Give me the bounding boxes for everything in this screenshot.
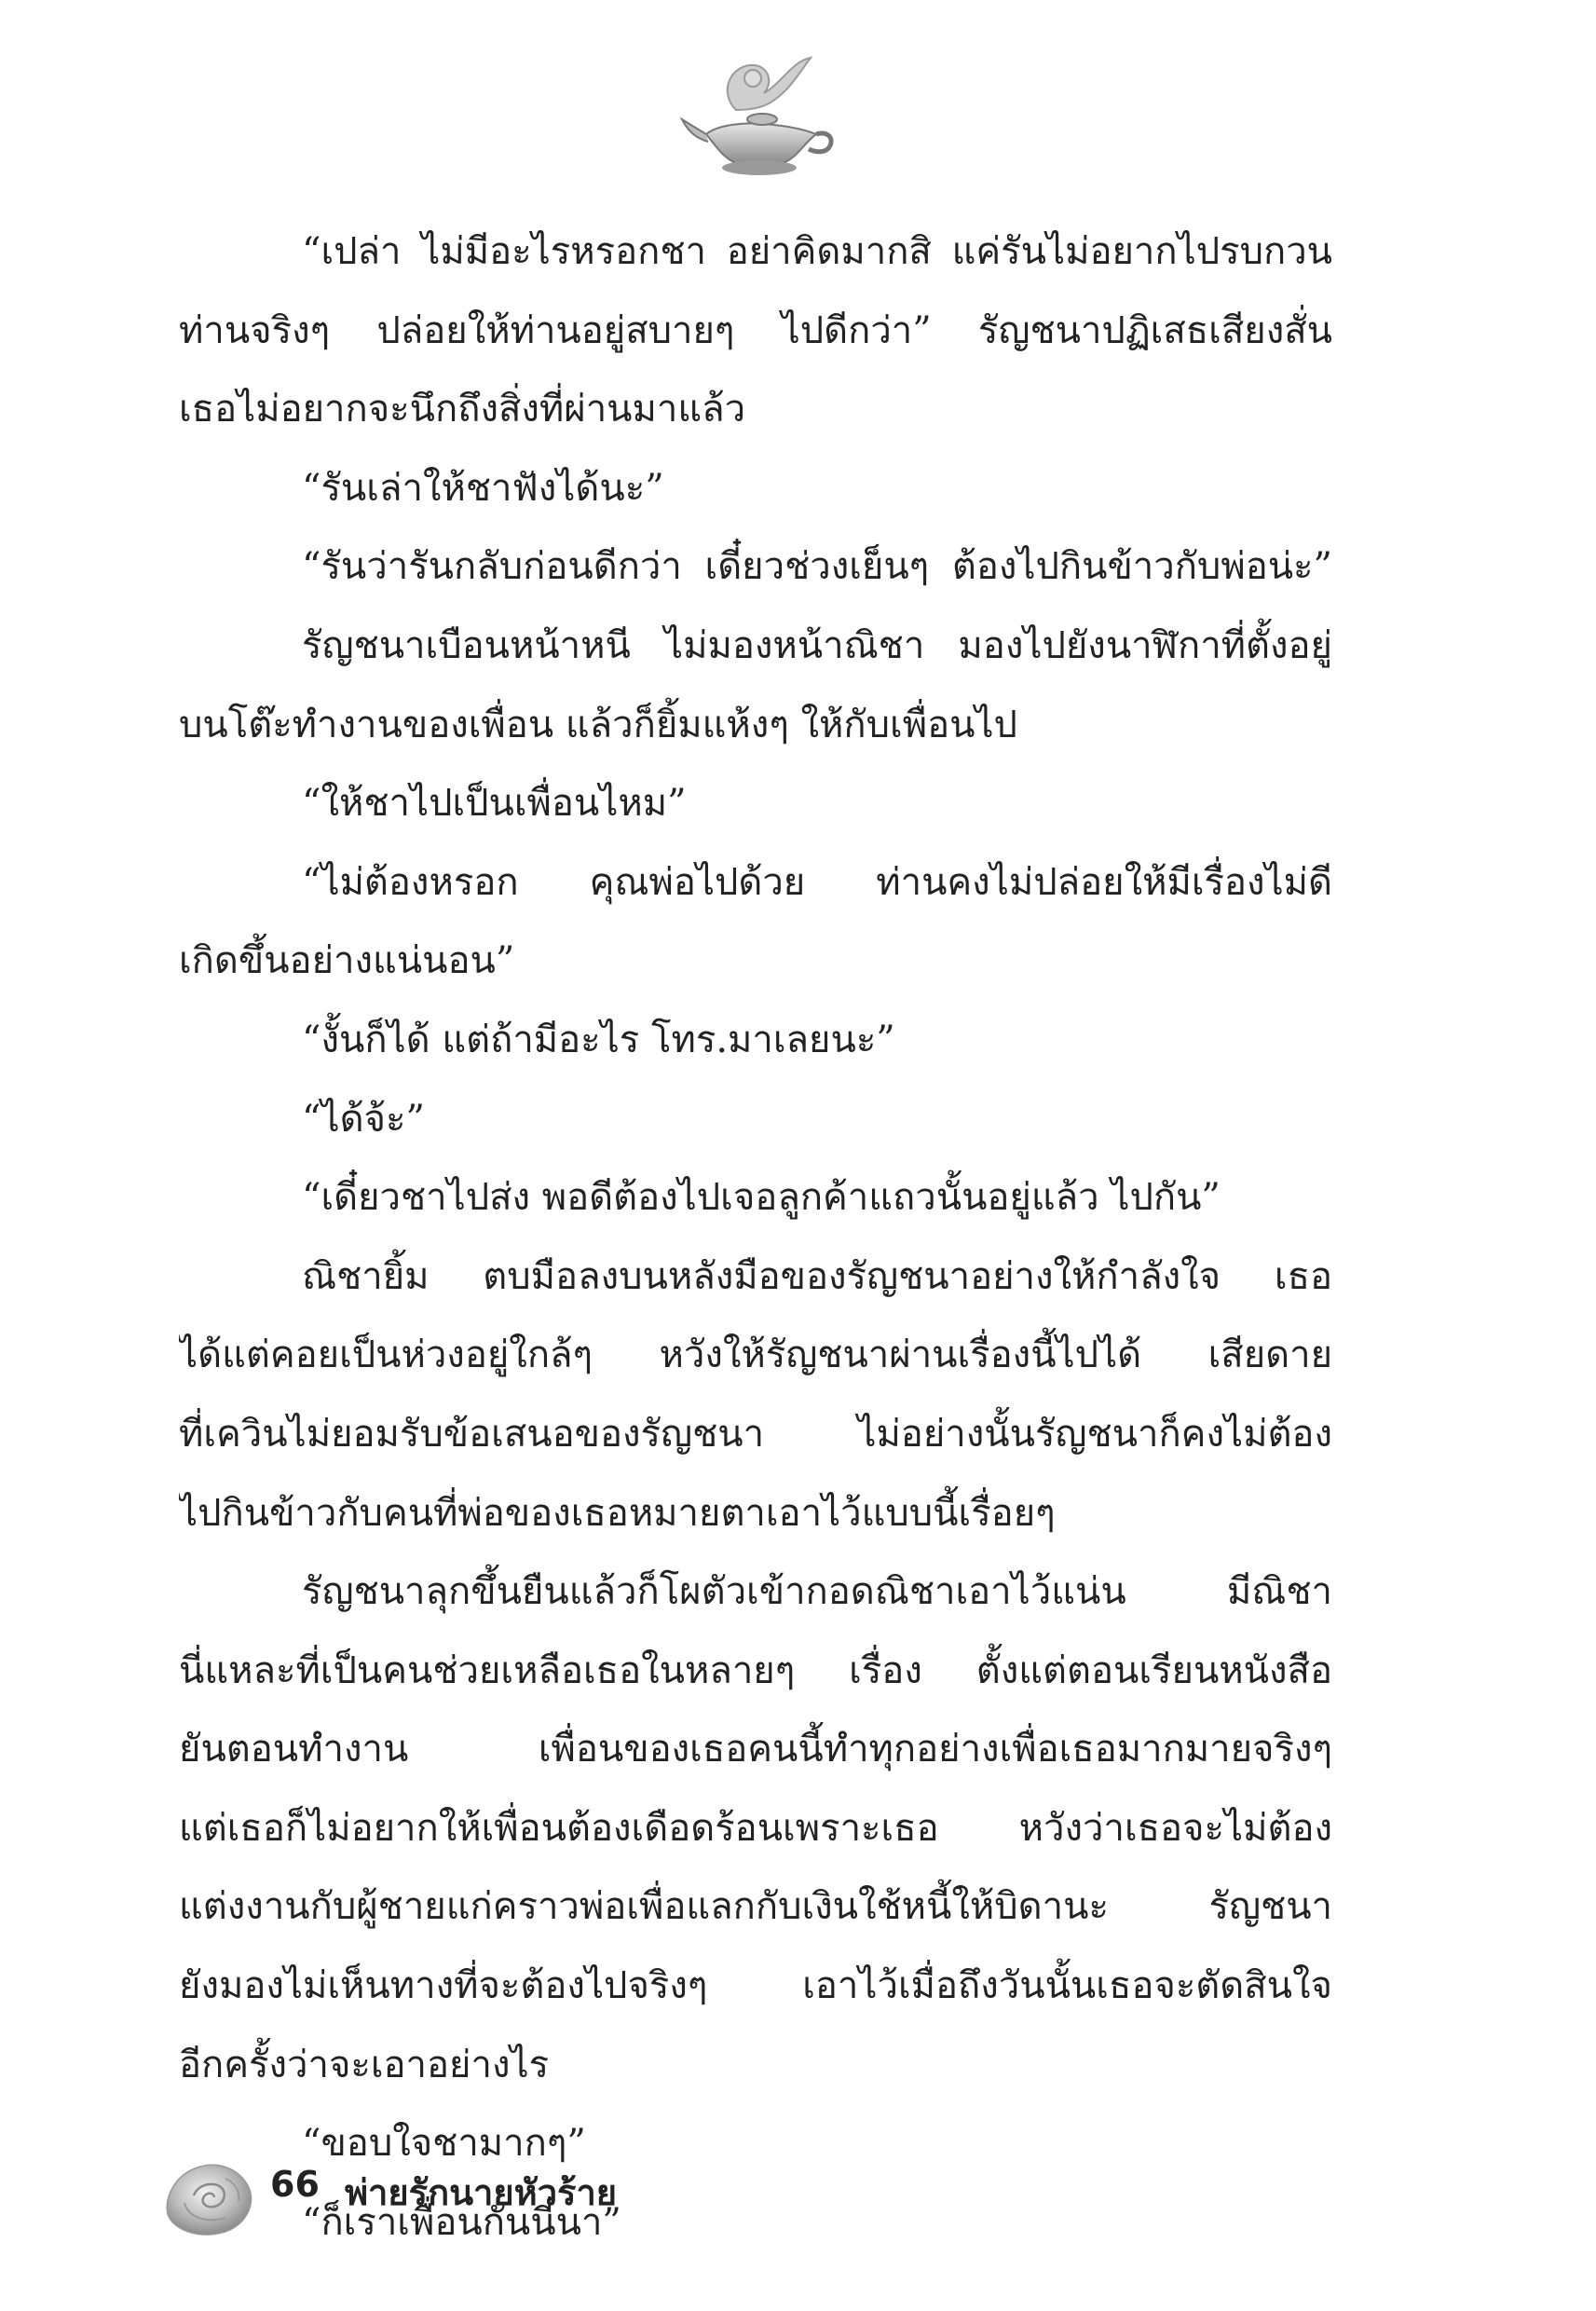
book-title: พ่ายรักนายหัวร้าย bbox=[345, 2172, 618, 2213]
text-line: รัญชนาเบือนหน้าหนี ไม่มองหน้าณิชา มองไปยังนาฬิกาที่ตั้งอยู่ bbox=[302, 623, 1332, 667]
text-line: “งั้นก็ได้ แต่ถ้ามีอะไร โทร.มาเลยนะ” bbox=[302, 1018, 895, 1061]
text-line: “ได้จ้ะ” bbox=[302, 1097, 425, 1141]
text-line: ไปกินข้าวกับคนที่พ่อของเธอหมายตาเอาไว้แบบนี้เรื่อยๆ bbox=[179, 1491, 1056, 1535]
text-line: “ให้ชาไปเป็นเพื่อนไหม” bbox=[302, 782, 687, 826]
text-line: “ก็เราเพื่อนกันนี่นา” bbox=[302, 2200, 621, 2244]
text-line: “เปล่า ไม่มีอะไรหรอกชา อย่าคิดมากสิ แค่รันไม่อยากไปรบกวน bbox=[302, 230, 1332, 273]
text-line: เกิดขึ้นอย่างแน่นอน” bbox=[179, 939, 515, 983]
text-line: ที่เควินไม่ยอมรับข้อเสนอของรัญชนา ไม่อย่างนั้นรัญชนาก็คงไม่ต้อง bbox=[179, 1412, 1332, 1456]
body-text bbox=[179, 212, 1332, 2262]
text-line: ณิชายิ้ม ตบมือลงบนหลังมือของรัญชนาอย่างให้กำลังใจ เธอ bbox=[302, 1254, 1332, 1298]
text-line: “ขอบใจชามากๆ” bbox=[302, 2122, 586, 2166]
text-line: อีกครั้งว่าจะเอาอย่างไร bbox=[179, 2043, 550, 2086]
text-line: ยันตอนทำงาน เพื่อนของเธอคนนี้ทำทุกอย่างเพื่อเธอมากมายจริงๆ bbox=[179, 1728, 1332, 1771]
page-footer bbox=[160, 2141, 999, 2244]
genie-lamp-icon bbox=[680, 45, 839, 185]
text-line: “เดี๋ยวชาไปส่ง พอดีต้องไปเจอลูกค้าแถวนั้นอยู่แล้ว ไปกัน” bbox=[302, 1176, 1221, 1220]
text-line: “ไม่ต้องหรอก คุณพ่อไปด้วย ท่านคงไม่ปล่อยให้มีเรื่องไม่ดี bbox=[302, 860, 1332, 904]
text-line: “รันว่ารันกลับก่อนดีกว่า เดี๋ยวช่วงเย็นๆ ต้องไปกินข้าวกับพ่อน่ะ” bbox=[302, 545, 1332, 589]
text-line: แต่งงานกับผู้ชายแก่คราวพ่อเพื่อแลกกับเงินใช้หนี้ให้บิดานะ รัญชนา bbox=[179, 1885, 1332, 1929]
text-line: แต่เธอก็ไม่อยากให้เพื่อนต้องเดือดร้อนเพราะเธอ หวังว่าเธอจะไม่ต้อง bbox=[179, 1806, 1332, 1850]
text-line: นี่แหละที่เป็นคนช่วยเหลือเธอในหลายๆ เรื่อง ตั้งแต่ตอนเรียนหนังสือ bbox=[179, 1648, 1332, 1692]
text-line: ได้แต่คอยเป็นห่วงอยู่ใกล้ๆ หวังให้รัญชนาผ่านเรื่องนี้ไปได้ เสียดาย bbox=[179, 1333, 1332, 1377]
text-line: ยังมองไม่เห็นทางที่จะต้องไปจริงๆ เอาไว้เมื่อถึงวันนั้นเธอจะตัดสินใจ bbox=[179, 1964, 1332, 2008]
text-line: บนโต๊ะทำงานของเพื่อน แล้วก็ยิ้มแห้งๆ ให้กับเพื่อนไป bbox=[179, 703, 1017, 746]
text-line: ท่านจริงๆ ปล่อยให้ท่านอยู่สบายๆ ไปดีกว่า” รัญชนาปฏิเสธเสียงสั่น bbox=[179, 308, 1332, 352]
page-number: 66 bbox=[270, 2164, 320, 2205]
text-line: “รันเล่าให้ชาฟังได้นะ” bbox=[302, 466, 664, 510]
text-line: รัญชนาลุกขึ้นยืนแล้วก็โผตัวเข้ากอดณิชาเอาไว้แน่น มีณิชา bbox=[302, 1570, 1332, 1614]
text-line: เธอไม่อยากจะนึกถึงสิ่งที่ผ่านมาแล้ว bbox=[179, 388, 746, 431]
rose-icon bbox=[160, 2141, 263, 2244]
